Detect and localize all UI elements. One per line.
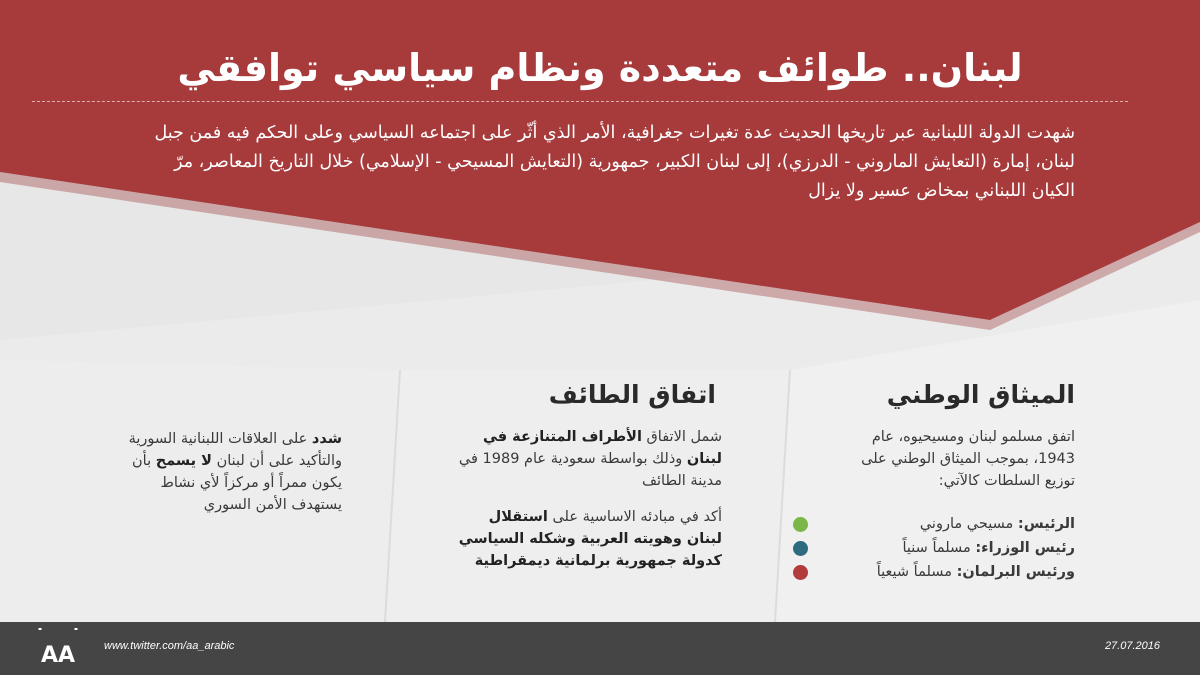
text-fragment: بأن يكون ممراً أو مركزاً لأي نشاط يستهدف الأمن السوري xyxy=(132,453,342,513)
taif-section xyxy=(450,378,722,572)
red-dot-icon xyxy=(793,565,808,580)
role-label: الرئيس: xyxy=(1017,516,1075,532)
aa-logo-icon xyxy=(36,628,80,668)
role-value: مسلماً شيعياً xyxy=(876,564,952,580)
text-bold-fragment: شدد xyxy=(311,431,342,447)
syria-paragraph xyxy=(120,428,342,516)
text-bold-fragment: استقلال لبنان وهويته العربية وشكله السياسي كدولة جمهورية برلمانية ديمقراطية xyxy=(458,509,722,569)
national-pact-text: اتفق مسلمو لبنان ومسيحيوه، عام 1943، بموجب الميثاق الوطني على توزيع السلطات كالآتي: xyxy=(861,429,1075,489)
role-row-speaker xyxy=(840,560,1075,584)
role-value: مسلماً سنياً xyxy=(902,540,971,556)
green-dot-icon xyxy=(793,517,808,532)
text-bold-fragment: الأطراف المتنازعة في لبنان xyxy=(482,429,722,467)
role-list xyxy=(840,512,1075,584)
text-fragment: أكد في مبادئه الاساسية على xyxy=(547,509,722,525)
title-divider xyxy=(32,101,1128,102)
text-fragment: وذلك بواسطة سعودية عام 1989 في مدينة الطائف xyxy=(458,451,722,489)
text-bold-fragment: لا يسمح xyxy=(155,453,212,469)
role-row-president xyxy=(840,512,1075,536)
footer-bar xyxy=(0,622,1200,675)
date-label: 27.07.2016 xyxy=(1104,640,1160,652)
text-fragment: على العلاقات اللبنانية السورية والتأكيد على أن لبنان xyxy=(128,431,342,469)
taif-title: اتفاق الطائف xyxy=(548,380,716,409)
syria-section xyxy=(120,428,342,516)
taif-paragraph-1 xyxy=(450,426,722,492)
role-row-prime-minister xyxy=(840,536,1075,560)
teal-dot-icon xyxy=(793,541,808,556)
intro-paragraph: شهدت الدولة اللبنانية عبر تاريخها الحديث عدة تغيرات جغرافية، الأمر الذي أثّر على اجتماعه السياسي وعلى الحكم فيه فمن جبل لبنان، إمارة (التعايش الماروني - الدرزي)، إلى لبنان الكبير، جمهورية (التعايش المسيحي - الإسلامي) خلال التاريخ المعاصر، مرّ الكيان اللبناني بمخاض عسير ولا يزال xyxy=(154,123,1075,201)
role-label: ورئيس البرلمان: xyxy=(956,564,1075,580)
page-title: لبنان.. طوائف متعددة ونظام سياسي توافقي xyxy=(177,46,1023,90)
logo-text: AA xyxy=(40,643,76,668)
role-label: رئيس الوزراء: xyxy=(975,540,1075,556)
role-value: مسيحي ماروني xyxy=(919,516,1014,532)
twitter-link[interactable]: www.twitter.com/aa_arabic xyxy=(104,640,235,652)
taif-paragraph-2 xyxy=(450,506,722,572)
national-pact-title: الميثاق الوطني xyxy=(886,380,1075,409)
national-pact-section xyxy=(840,378,1075,584)
text-fragment: شمل الاتفاق xyxy=(641,429,722,445)
